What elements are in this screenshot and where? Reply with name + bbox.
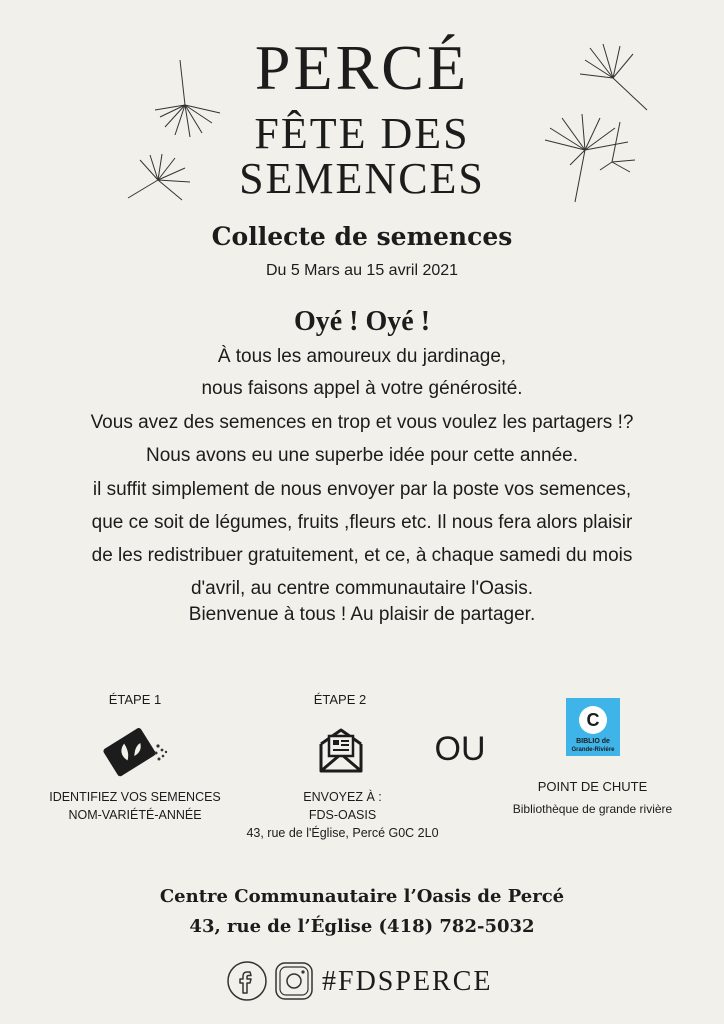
step2-caption-line3: 43, rue de l'Église, Percé G0C 2L0	[246, 826, 439, 840]
event-subtitle: Collecte de semences	[211, 222, 513, 251]
biblio-logo-circle: C	[579, 706, 607, 734]
message-line: d'avril, au centre communautaire l'Oasis.	[190, 578, 533, 599]
step1-label: ÉTAPE 1	[108, 692, 162, 707]
facebook-icon[interactable]	[226, 960, 268, 1002]
dropoff-caption	[485, 778, 700, 818]
step1-caption-line2: NOM-VARIÉTÉ-ANNÉE	[68, 808, 202, 822]
hashtag: #FDSPERCE	[322, 966, 493, 997]
title-semences: SEMENCES	[239, 154, 485, 203]
message-line: À tous les amoureux du jardinage,	[217, 346, 507, 367]
title-fete-des: FÊTE DES	[254, 109, 470, 158]
dropoff-caption-line2: Bibliothèque de grande rivière	[512, 802, 673, 816]
footer-address-phone: 43, rue de l’Église (418) 782-5032	[189, 916, 535, 937]
message-line: que ce soit de légumes, fruits ,fleurs etc. Il nous fera alors plaisir	[91, 512, 633, 533]
message-line: il suffit simplement de nous envoyer par la poste vos semences,	[92, 479, 632, 500]
title-perce: PERCÉ	[254, 32, 470, 103]
step2-caption-line2: FDS-OASIS	[308, 808, 377, 822]
seed-packet-icon	[100, 728, 170, 778]
dropoff-caption-line1: POINT DE CHUTE	[537, 779, 648, 794]
step1-caption-line1: IDENTIFIEZ VOS SEMENCES	[49, 790, 221, 804]
instagram-icon[interactable]	[273, 960, 315, 1002]
message-heading: Oyé ! Oyé !	[293, 306, 431, 337]
biblio-logo	[566, 698, 620, 756]
step2-label: ÉTAPE 2	[313, 692, 367, 707]
footer-center-name: Centre Communautaire l’Oasis de Percé	[159, 886, 565, 907]
step2-caption	[220, 788, 465, 842]
event-dates: Du 5 Mars au 15 avril 2021	[265, 262, 459, 279]
envelope-icon	[318, 726, 364, 774]
biblio-logo-text-line1: BIBLIO de	[576, 738, 610, 745]
message-line: nous faisons appel à votre générosité.	[201, 378, 523, 399]
message-line: de les redistribuer gratuitement, et ce, à chaque samedi du mois	[91, 545, 633, 566]
message-line: Nous avons eu une superbe idée pour cette année.	[145, 445, 579, 466]
message-line: Vous avez des semences en trop et vous voulez les partagers !?	[90, 412, 634, 433]
step1-caption	[30, 788, 240, 824]
or-text: OU	[434, 730, 486, 768]
biblio-logo-text-line2: Grande-Rivière	[571, 747, 615, 753]
step2-caption-line1: ENVOYEZ À :	[303, 790, 382, 804]
message-line: Bienvenue à tous ! Au plaisir de partager.	[188, 604, 536, 625]
